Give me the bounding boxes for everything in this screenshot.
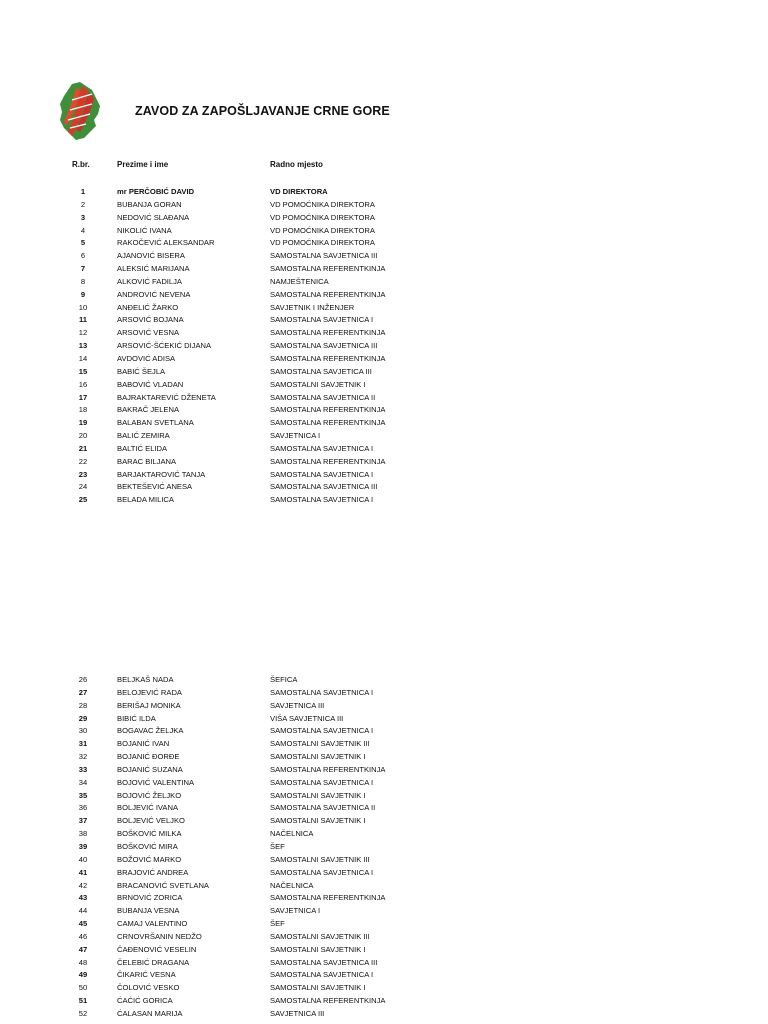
table-row	[0, 417, 768, 430]
row-number: 6	[80, 251, 86, 261]
job-position: SAVJETNICA I	[270, 431, 321, 441]
table-row	[0, 751, 768, 764]
row-number: 18	[78, 405, 88, 415]
table-row	[0, 276, 768, 289]
employee-name: BABOVIĆ VLADAN	[117, 379, 184, 389]
row-number: 42	[78, 880, 88, 890]
job-position: SAMOSTALNA REFERENTKINJA	[270, 328, 386, 338]
employee-name: ALKOVIĆ FADILJA	[117, 276, 182, 286]
employee-name: BUBANJA VESNA	[117, 906, 180, 916]
table-row	[0, 815, 768, 828]
organization-title: ZAVOD ZA ZAPOŠLJAVANJE CRNE GORE	[135, 104, 390, 118]
table-row	[0, 995, 768, 1008]
table-row	[0, 867, 768, 880]
row-number: 11	[78, 315, 88, 325]
job-position: SAMOSTALNA REFERENTKINJA	[270, 264, 386, 274]
job-position: ŠEF	[270, 919, 285, 929]
job-position: VD POMOĆNIKA DIREKTORA	[270, 199, 375, 209]
row-number: 39	[78, 841, 88, 851]
job-position: NAČELNICA	[270, 880, 314, 890]
job-position: VIŠA SAVJETNICA III	[270, 713, 344, 723]
row-number: 37	[78, 816, 88, 826]
row-number: 24	[78, 482, 88, 492]
table-row	[0, 880, 768, 893]
row-number: 27	[78, 687, 88, 697]
row-number: 9	[80, 289, 86, 299]
employee-name: BAJRAKTAREVIĆ DŽENETA	[117, 392, 216, 402]
row-number: 48	[78, 957, 88, 967]
row-number: 22	[78, 456, 88, 466]
employee-name: ALEKSIĆ MARIJANA	[117, 264, 190, 274]
employee-name: ANDROVIĆ NEVENA	[117, 289, 191, 299]
row-number: 4	[80, 225, 86, 235]
table-row	[0, 250, 768, 263]
employee-table-section-1	[0, 186, 768, 507]
job-position: SAMOSTALNA SAVJETNICA I	[270, 777, 374, 787]
table-row	[0, 314, 768, 327]
table-row	[0, 1008, 768, 1021]
row-number: 51	[78, 996, 88, 1006]
employee-table-section-2	[0, 674, 768, 1021]
table-row	[0, 777, 768, 790]
job-position: SAMOSTALNI SAVJETNIK III	[270, 854, 370, 864]
employee-name: ĆALASAN MARIJA	[117, 1008, 183, 1018]
job-position: SAMOSTALNA REFERENTKINJA	[270, 405, 386, 415]
employee-name: BEKTEŠEVIĆ ANESA	[117, 482, 193, 492]
job-position: SAMOSTALNA REFERENTKINJA	[270, 456, 386, 466]
job-position: VD POMOĆNIKA DIREKTORA	[270, 225, 375, 235]
employee-name: BUBANJA GORAN	[117, 199, 182, 209]
employee-name: CRNOVRŠANIN NEDŽO	[117, 931, 202, 941]
row-number: 32	[78, 752, 88, 762]
employee-name: ČIKARIĆ VESNA	[117, 970, 176, 980]
table-row	[0, 404, 768, 417]
table-row	[0, 931, 768, 944]
table-row	[0, 443, 768, 456]
job-position: SAMOSTALNI SAVJETNIK I	[270, 790, 366, 800]
row-number: 46	[78, 931, 88, 941]
row-number: 52	[78, 1008, 88, 1018]
table-row	[0, 289, 768, 302]
row-number: 14	[78, 353, 88, 363]
table-row	[0, 340, 768, 353]
table-row	[0, 854, 768, 867]
job-position: SAMOSTALNA SAVJETNICA I	[270, 469, 374, 479]
table-row	[0, 957, 768, 970]
employee-name: BOLJEVIĆ VELJKO	[117, 816, 185, 826]
job-position: NAČELNICA	[270, 829, 314, 839]
job-position: SAMOSTALNI SAVJETNIK III	[270, 931, 370, 941]
row-number: 23	[78, 469, 88, 479]
table-row	[0, 392, 768, 405]
column-header-name: Prezime i ime	[117, 160, 169, 169]
table-row	[0, 802, 768, 815]
job-position: VD DIREKTORA	[270, 187, 328, 196]
job-position: VD POMOĆNIKA DIREKTORA	[270, 238, 375, 248]
employee-name: BELADA MILICA	[117, 495, 174, 505]
row-number: 44	[78, 906, 88, 916]
employee-name: ČAĐENOVIĆ VESELIN	[117, 944, 197, 954]
table-row	[0, 969, 768, 982]
job-position: SAMOSTALNA SAVJETNICA III	[270, 482, 378, 492]
employee-name: BOJANIĆ IVAN	[117, 739, 170, 749]
employee-name: BAKRAČ JELENA	[117, 405, 180, 415]
job-position: SAMOSTALNI SAVJETNIK I	[270, 379, 366, 389]
employee-name: BOJOVIĆ ŽELJKO	[117, 790, 182, 800]
employee-name: BARAC BILJANA	[117, 456, 177, 466]
employee-name: ČOLOVIĆ VESKO	[117, 983, 180, 993]
row-number: 8	[80, 276, 86, 286]
table-row	[0, 469, 768, 482]
column-header-position: Radno mjesto	[270, 160, 323, 169]
job-position: SAMOSTALNI SAVJETNIK I	[270, 816, 366, 826]
row-number: 29	[78, 713, 88, 723]
table-row	[0, 494, 768, 507]
job-position: SAMOSTALNA SAVJETNICA III	[270, 251, 378, 261]
job-position: ŠEF	[270, 841, 285, 851]
job-position: SAMOSTALNA SAVJETICA III	[270, 366, 372, 376]
row-number: 28	[78, 700, 88, 710]
job-position: SAMOSTALNA REFERENTKINJA	[270, 418, 386, 428]
job-position: ŠEFICA	[270, 675, 298, 684]
employee-name: NEDOVIĆ SLAĐANA	[117, 212, 190, 222]
table-row	[0, 481, 768, 494]
employee-name: CAMAJ VALENTINO	[117, 919, 188, 929]
row-number: 30	[78, 726, 88, 736]
table-row	[0, 302, 768, 315]
table-row	[0, 379, 768, 392]
job-position: SAMOSTALNA REFERENTKINJA	[270, 996, 386, 1006]
row-number: 16	[78, 379, 88, 389]
job-position: SAMOSTALNA SAVJETNICA I	[270, 443, 374, 453]
job-position: SAMOSTALNA SAVJETNICA I	[270, 687, 374, 697]
employee-name: BOŠKOVIĆ MILKA	[117, 829, 182, 839]
employee-name: BALIĆ ZEMIRA	[117, 431, 170, 441]
table-row	[0, 327, 768, 340]
row-number: 33	[78, 764, 88, 774]
employee-name: NIKOLIĆ IVANA	[117, 225, 172, 235]
job-position: SAMOSTALNA SAVJETNICA III	[270, 341, 378, 351]
row-number: 20	[78, 431, 88, 441]
row-number: 19	[78, 418, 88, 428]
employee-name: AVDOVIĆ ADISA	[117, 353, 176, 363]
employee-name: ČELEBIĆ DRAGANA	[117, 957, 190, 967]
table-row	[0, 700, 768, 713]
employee-name: BALABAN SVETLANA	[117, 418, 194, 428]
row-number: 7	[80, 264, 86, 274]
table-row	[0, 764, 768, 777]
employee-name: ANĐELIĆ ŽARKO	[117, 302, 179, 312]
job-position: SAMOSTALNA SAVJETNICA I	[270, 495, 374, 505]
job-position: SAMOSTALNI SAVJETNIK I	[270, 983, 366, 993]
employee-name: BOJANIĆ ĐORĐE	[117, 752, 180, 762]
job-position: SAMOSTALNA SAVJETNICA I	[270, 867, 374, 877]
job-position: SAMOSTALNA SAVJETNICA I	[270, 970, 374, 980]
row-number: 41	[78, 867, 88, 877]
table-row	[0, 738, 768, 751]
table-row	[0, 828, 768, 841]
table-row	[0, 905, 768, 918]
row-number: 3	[80, 212, 86, 222]
table-row	[0, 225, 768, 238]
table-row	[0, 199, 768, 212]
row-number: 17	[78, 392, 88, 402]
table-row	[0, 430, 768, 443]
employee-name: BALTIĆ ELIDA	[117, 443, 168, 453]
table-row	[0, 725, 768, 738]
table-row	[0, 713, 768, 726]
job-position: SAVJETNICA III	[270, 700, 325, 710]
row-number: 12	[78, 328, 88, 338]
table-row	[0, 212, 768, 225]
row-number: 13	[78, 341, 88, 351]
job-position: SAVJETNIK I INŽENJER	[270, 302, 355, 312]
table-row	[0, 687, 768, 700]
employee-name: BOJANIĆ SUZANA	[117, 764, 183, 774]
employee-name: mr PERČOBIĆ DAVID	[117, 187, 195, 196]
employee-name: AJANOVIĆ BISERA	[117, 251, 185, 261]
table-row	[0, 790, 768, 803]
employee-name: ARSOVIĆ VESNA	[117, 328, 180, 338]
employee-name: ARSOVIĆ-ŠĆEKIĆ DIJANA	[117, 341, 212, 351]
employee-name: BOŠKOVIĆ MIRA	[117, 841, 178, 851]
job-position: SAMOSTALNA REFERENTKINJA	[270, 764, 386, 774]
job-position: SAMOSTALNI SAVJETNIK III	[270, 739, 370, 749]
employee-name: BOŽOVIĆ MARKO	[117, 854, 182, 864]
row-number: 2	[80, 199, 86, 209]
employee-name: BOJOVIĆ VALENTINA	[117, 777, 195, 787]
employee-name: BELJKAŠ NADA	[117, 675, 174, 684]
table-row	[0, 186, 768, 199]
table-row	[0, 456, 768, 469]
row-number: 34	[78, 777, 88, 787]
montenegro-map-logo-icon	[58, 80, 102, 142]
table-row	[0, 841, 768, 854]
row-number: 43	[78, 893, 88, 903]
employee-name: BRNOVIĆ ZORICA	[117, 893, 183, 903]
row-number: 25	[78, 495, 88, 505]
table-row	[0, 674, 768, 687]
job-position: SAVJETNICA I	[270, 906, 321, 916]
table-row	[0, 982, 768, 995]
row-number: 21	[78, 443, 88, 453]
employee-name: BOGAVAC ŽELJKA	[117, 726, 184, 736]
row-number: 5	[80, 238, 86, 248]
job-position: SAMOSTALNA REFERENTKINJA	[270, 289, 386, 299]
job-position: SAMOSTALNI SAVJETNIK I	[270, 752, 366, 762]
row-number: 50	[78, 983, 88, 993]
employee-name: ARSOVIĆ BOJANA	[117, 315, 184, 325]
row-number: 26	[78, 675, 88, 684]
row-number: 49	[78, 970, 88, 980]
row-number: 1	[80, 187, 86, 196]
employee-name: BRACANOVIĆ SVETLANA	[117, 880, 209, 890]
job-position: SAMOSTALNA SAVJETNICA II	[270, 803, 376, 813]
job-position: VD POMOĆNIKA DIREKTORA	[270, 212, 375, 222]
employee-name: RAKOČEVIĆ ALEKSANDAR	[117, 238, 215, 248]
employee-name: BOLJEVIĆ IVANA	[117, 803, 179, 813]
job-position: SAVJETNICA III	[270, 1008, 325, 1018]
row-number: 31	[78, 739, 88, 749]
job-position: NAMJEŠTENICA	[270, 276, 329, 286]
job-position: SAMOSTALNA SAVJETNICA III	[270, 957, 378, 967]
row-number: 15	[78, 366, 88, 376]
table-row	[0, 918, 768, 931]
table-row	[0, 944, 768, 957]
row-number: 38	[78, 829, 88, 839]
employee-name: ĆAĆIĆ GORICA	[117, 996, 173, 1006]
employee-name: BARJAKTAROVIĆ TANJA	[117, 469, 206, 479]
employee-name: BELOJEVIĆ RADA	[117, 687, 182, 697]
table-row	[0, 237, 768, 250]
row-number: 36	[78, 803, 88, 813]
employee-name: BIBIĆ ILDA	[117, 713, 156, 723]
job-position: SAMOSTALNA REFERENTKINJA	[270, 353, 386, 363]
table-row	[0, 263, 768, 276]
employee-name: BERIŠAJ MONIKA	[117, 700, 181, 710]
table-row	[0, 353, 768, 366]
row-number: 40	[78, 854, 88, 864]
row-number: 45	[78, 919, 88, 929]
job-position: SAMOSTALNA SAVJETNICA II	[270, 392, 376, 402]
row-number: 35	[78, 790, 88, 800]
row-number: 47	[78, 944, 88, 954]
column-header-number: R.br.	[72, 160, 90, 169]
employee-name: BABIĆ ŠEJLA	[117, 366, 166, 376]
job-position: SAMOSTALNA SAVJETNICA I	[270, 315, 374, 325]
table-row	[0, 366, 768, 379]
employee-name: BRAJOVIĆ ANDREA	[117, 867, 189, 877]
table-row	[0, 892, 768, 905]
row-number: 10	[78, 302, 88, 312]
job-position: SAMOSTALNA SAVJETNICA I	[270, 726, 374, 736]
job-position: SAMOSTALNI SAVJETNIK I	[270, 944, 366, 954]
job-position: SAMOSTALNA REFERENTKINJA	[270, 893, 386, 903]
